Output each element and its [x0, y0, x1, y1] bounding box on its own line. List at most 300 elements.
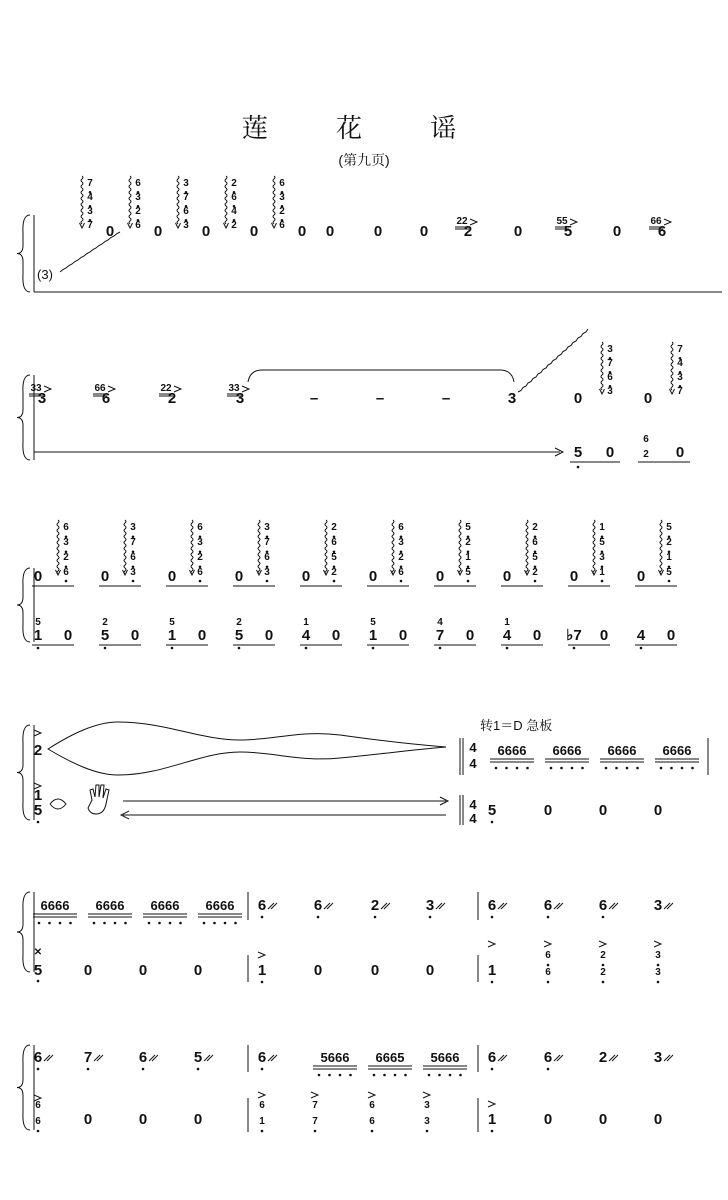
rest: 0 — [138, 962, 148, 979]
tremolo-stroke — [664, 903, 670, 909]
lh-note: 1 — [33, 627, 43, 644]
octave-dot — [339, 1074, 342, 1077]
arpeggio-wave — [459, 520, 461, 526]
octave-dot — [37, 980, 40, 983]
chord-note: 5 — [532, 552, 538, 563]
arpeggio-wave — [601, 348, 603, 354]
arpeggio-wave — [526, 556, 528, 562]
rest: 0 — [105, 223, 115, 240]
accent-mark — [488, 1101, 495, 1107]
octave-dot — [438, 1074, 441, 1077]
octave-dot — [516, 767, 519, 770]
octave-dot — [318, 1074, 321, 1077]
chord-note: 3 — [63, 537, 69, 548]
rest: 0 — [612, 223, 622, 240]
lh-note: 2 — [643, 449, 649, 460]
arpeggio-wave — [660, 538, 662, 544]
arpeggio-wave — [593, 550, 595, 556]
rest: 0 — [605, 444, 615, 461]
arpeggio-wave — [225, 212, 227, 218]
score-title: 莲 花 谣 — [241, 114, 487, 144]
rest: 0 — [331, 627, 341, 644]
rh-note: 6 — [33, 1049, 43, 1066]
chord-note: 3 — [677, 372, 683, 383]
arpeggio-wave — [225, 188, 227, 194]
rest: 0 — [83, 1111, 93, 1128]
tremolo-stroke — [667, 1055, 673, 1061]
arpeggio-wave — [459, 526, 461, 532]
arpeggio-wave — [57, 526, 59, 532]
tremolo-stroke — [152, 1055, 158, 1061]
rest: 0 — [100, 568, 110, 585]
octave-dot — [349, 1074, 352, 1077]
octave-dot — [103, 922, 106, 925]
octave-dot — [328, 1074, 331, 1077]
main-note: 5 — [563, 223, 573, 240]
arpeggio-wave — [392, 556, 394, 562]
tremolo-stroke — [501, 903, 507, 909]
arpeggio-wave — [124, 532, 126, 538]
arpeggio-wave — [392, 550, 394, 556]
arpeggio-wave — [593, 526, 595, 532]
rest: 0 — [425, 962, 435, 979]
tremolo-stroke — [554, 1055, 560, 1061]
dash: – — [441, 390, 451, 407]
tremolo-stroke — [268, 1055, 274, 1061]
lh-note: 1 — [504, 617, 510, 628]
octave-dot — [636, 767, 639, 770]
grace-note: 33 — [228, 383, 240, 394]
octave-dot — [526, 767, 529, 770]
chord-note: 6 — [331, 537, 337, 548]
octave-dot — [571, 767, 574, 770]
tremolo-stroke — [501, 1055, 507, 1061]
arpeggio-wave — [81, 200, 83, 206]
octave-dot — [314, 1130, 317, 1133]
arpeggio-wave — [124, 556, 126, 562]
lh-note: 4 — [301, 627, 311, 644]
octave-dot — [37, 1130, 40, 1133]
arpeggio-wave — [660, 556, 662, 562]
time-signature: 4 — [469, 797, 477, 812]
lh-note: 7 — [435, 627, 445, 644]
chord-note: 6 — [130, 552, 136, 563]
arpeggio-wave — [392, 538, 394, 544]
arpeggio-wave — [191, 544, 193, 550]
arpeggio-wave — [81, 194, 83, 200]
tremolo-stroke — [204, 1055, 210, 1061]
chord-note: 3 — [135, 192, 141, 203]
lh-note: 2 — [600, 967, 606, 978]
arpeggio-wave — [392, 532, 394, 538]
octave-dot — [104, 647, 107, 650]
arpeggio-wave — [325, 556, 327, 562]
lh-note: 5 — [370, 617, 376, 628]
arpeggio-wave — [671, 342, 673, 348]
hand-icon — [88, 785, 109, 814]
measure-number: (3) — [37, 267, 53, 282]
rh-note: 6 — [257, 897, 267, 914]
rh-note: 3 — [653, 1049, 663, 1066]
rest: 0 — [532, 627, 542, 644]
octave-dot — [491, 1068, 494, 1071]
rest: 0 — [502, 568, 512, 585]
tremolo-stroke — [44, 1055, 50, 1061]
octave-dot — [670, 767, 673, 770]
arpeggio-wave — [57, 562, 59, 568]
octave-dot — [491, 916, 494, 919]
arpeggio-wave — [57, 538, 59, 544]
arpeggio-wave — [273, 200, 275, 206]
lh-note: 5 — [169, 617, 175, 628]
chord-note: 2 — [398, 552, 404, 563]
tremolo-stroke — [94, 1055, 100, 1061]
arpeggio-wave — [129, 194, 131, 200]
chord-note: 1 — [599, 567, 605, 578]
main-note: 3 — [37, 390, 47, 407]
rh-note-group: 6666 — [205, 898, 235, 913]
octave-dot — [602, 981, 605, 984]
octave-dot-low — [467, 580, 470, 583]
arpeggio-wave — [225, 182, 227, 188]
octave-dot — [657, 981, 660, 984]
system-brace — [17, 568, 30, 642]
arpeggio-wave — [129, 200, 131, 206]
main-note: 3 — [235, 390, 245, 407]
arpeggio-wave — [177, 194, 179, 200]
lh-note: 7 — [312, 1100, 318, 1111]
accent-mark — [311, 1092, 318, 1098]
arpeggio-wave — [273, 188, 275, 194]
chord-note: 3 — [183, 178, 189, 189]
arpeggio-wave — [225, 206, 227, 212]
arpeggio-wave — [660, 550, 662, 556]
octave-dot — [449, 1074, 452, 1077]
lh-note: 3 — [424, 1116, 430, 1127]
octave-dot — [691, 767, 694, 770]
chord-note: 4 — [677, 358, 683, 369]
arpeggio-wave — [601, 372, 603, 378]
dash: – — [375, 390, 385, 407]
octave-dot — [69, 922, 72, 925]
arpeggio-wave — [191, 556, 193, 562]
rest: 0 — [598, 1111, 608, 1128]
lh-note: 1 — [368, 627, 378, 644]
rh-note: 6 — [138, 1049, 148, 1066]
lh-note: 3 — [655, 950, 661, 961]
arpeggio-wave — [671, 354, 673, 360]
chord-note: 2 — [279, 206, 285, 217]
arpeggio-wave — [392, 526, 394, 532]
chord-note: 3 — [607, 386, 613, 397]
rh-note-group: 5666 — [320, 1050, 350, 1065]
system-brace — [17, 725, 30, 820]
lh-note: 5 — [33, 962, 43, 979]
rh-note: 6 — [257, 1049, 267, 1066]
chord-note: 6 — [63, 522, 69, 533]
rest: 0 — [465, 627, 475, 644]
arpeggio-wave — [129, 182, 131, 188]
octave-dot — [505, 767, 508, 770]
octave-dot — [158, 922, 161, 925]
octave-dot — [602, 916, 605, 919]
lh-note: 6 — [369, 1116, 375, 1127]
chord-note: 5 — [666, 522, 672, 533]
chord-note: 7 — [130, 537, 136, 548]
chord-note: 6 — [63, 567, 69, 578]
octave-dot — [547, 964, 550, 967]
lh-note: 5 — [234, 627, 244, 644]
lh-note: 3 — [424, 1100, 430, 1111]
rest: 0 — [643, 390, 653, 407]
lh-note: 6 — [545, 967, 551, 978]
octave-dot — [459, 1074, 462, 1077]
arpeggio-wave — [671, 360, 673, 366]
chord-note: 2 — [465, 537, 471, 548]
page-subtitle: (第九页) — [338, 152, 390, 168]
arpeggio-wave — [526, 526, 528, 532]
rest: 0 — [197, 627, 207, 644]
octave-dot — [124, 922, 127, 925]
accent-mark — [423, 1092, 430, 1098]
octave-dot-low — [266, 580, 269, 583]
arpeggio-wave — [81, 218, 83, 224]
chord-note: 1 — [599, 522, 605, 533]
chord-note: 6 — [183, 206, 189, 217]
octave-dot — [261, 1130, 264, 1133]
dash: – — [309, 390, 319, 407]
octave-dot — [373, 1074, 376, 1077]
arpeggio-wave — [325, 538, 327, 544]
lh-note: 6 — [35, 1100, 41, 1111]
chord-note: 5 — [331, 552, 337, 563]
chord-note: 3 — [87, 206, 93, 217]
rest: 0 — [599, 627, 609, 644]
chord-note: 6 — [279, 178, 285, 189]
lh-note: 3 — [655, 967, 661, 978]
chord-note: 7 — [677, 344, 683, 355]
lh-note: 6 — [259, 1100, 265, 1111]
octave-dot — [37, 1068, 40, 1071]
octave-dot — [37, 821, 40, 824]
arpeggio-wave — [258, 556, 260, 562]
arpeggio-wave — [325, 550, 327, 556]
time-signature: 4 — [469, 811, 477, 826]
octave-dot — [605, 767, 608, 770]
arpeggio-wave — [177, 200, 179, 206]
system-brace — [17, 892, 30, 972]
arpeggio-wave — [225, 194, 227, 200]
rh-note: 6 — [487, 897, 497, 914]
tremolo-stroke — [498, 903, 504, 909]
rest: 0 — [598, 802, 608, 819]
lh-note: 6 — [369, 1100, 375, 1111]
chord-note: 2 — [231, 178, 237, 189]
rh-note: 7 — [83, 1049, 93, 1066]
arpeggio-wave — [81, 182, 83, 188]
rh-note-group: 6666 — [662, 743, 692, 758]
tremolo-stroke — [436, 903, 442, 909]
rest: 0 — [675, 444, 685, 461]
arpeggio-wave — [526, 532, 528, 538]
grace-note: 22 — [160, 383, 172, 394]
rest: 0 — [167, 568, 177, 585]
tremolo-stroke — [612, 1055, 618, 1061]
tremolo-stroke — [609, 1055, 615, 1061]
octave-dot — [169, 922, 172, 925]
time-signature: 4 — [469, 740, 477, 755]
chord-note: 7 — [87, 220, 93, 231]
arpeggio-wave — [129, 212, 131, 218]
rest: 0 — [63, 627, 73, 644]
arpeggio-wave — [81, 176, 83, 182]
octave-dot — [429, 916, 432, 919]
tremolo-stroke — [271, 1055, 277, 1061]
octave-dot — [37, 647, 40, 650]
octave-dot — [581, 767, 584, 770]
chord-note: 3 — [183, 220, 189, 231]
chord-note: 3 — [197, 537, 203, 548]
arpeggio-wave — [601, 354, 603, 360]
rest: 0 — [513, 223, 523, 240]
chord-note: 1 — [666, 552, 672, 563]
rest: 0 — [373, 223, 383, 240]
chord-note: 7 — [677, 386, 683, 397]
tremolo-stroke — [381, 903, 387, 909]
grace-note: 66 — [650, 216, 662, 227]
rest: 0 — [636, 568, 646, 585]
arpeggio-wave — [177, 212, 179, 218]
octave-dot — [142, 1068, 145, 1071]
lh-note: 2 — [236, 617, 242, 628]
rest: 0 — [153, 223, 163, 240]
grace-note: 22 — [456, 216, 468, 227]
octave-dot — [317, 916, 320, 919]
octave-dot-low — [65, 580, 68, 583]
octave-dot — [38, 922, 41, 925]
arpeggio-wave — [671, 384, 673, 390]
arpeggio-wave — [258, 538, 260, 544]
rest: 0 — [33, 568, 43, 585]
arpeggio-wave — [392, 562, 394, 568]
grace-note: 55 — [556, 216, 568, 227]
chord-note: 4 — [231, 206, 237, 217]
lh-note: 5 — [35, 617, 41, 628]
rh-note-group: 6666 — [607, 743, 637, 758]
octave-dot — [238, 647, 241, 650]
chord-note: 6 — [398, 522, 404, 533]
tremolo-stroke — [557, 1055, 563, 1061]
rh-note: 6 — [487, 1049, 497, 1066]
dynamics-shape — [48, 722, 446, 775]
arpeggio-wave — [671, 348, 673, 354]
accent-mark — [488, 941, 495, 947]
arpeggio-wave — [273, 212, 275, 218]
accent-mark — [34, 730, 41, 736]
rest: 0 — [543, 802, 553, 819]
chord-note: 6 — [231, 192, 237, 203]
chord-note: 3 — [279, 192, 285, 203]
rest: 0 — [130, 627, 140, 644]
rest: 0 — [435, 568, 445, 585]
arpeggio-wave — [671, 366, 673, 372]
key-change-marking: 转1＝D 急板 — [480, 718, 553, 733]
lh-note: 1 — [33, 787, 43, 804]
rest: 0 — [370, 962, 380, 979]
octave-dot — [171, 647, 174, 650]
arpeggio-wave — [593, 538, 595, 544]
rest: 0 — [249, 223, 259, 240]
lh-note: 4 — [636, 627, 646, 644]
arpeggio-wave — [593, 520, 595, 526]
rest: 0 — [234, 568, 244, 585]
octave-dot — [547, 981, 550, 984]
arpeggio-wave — [124, 520, 126, 526]
arpeggio-wave — [124, 550, 126, 556]
rest: 0 — [666, 627, 676, 644]
accent-mark — [258, 1092, 265, 1098]
rh-note-group: 6666 — [40, 898, 70, 913]
octave-dot — [547, 1068, 550, 1071]
chord-note: 2 — [63, 552, 69, 563]
arpeggio-wave — [526, 562, 528, 568]
chord-note: 6 — [264, 552, 270, 563]
chord-note: 6 — [532, 537, 538, 548]
octave-dot — [506, 647, 509, 650]
arpeggio-wave — [526, 550, 528, 556]
octave-dot-low — [534, 580, 537, 583]
arpeggio-wave — [459, 550, 461, 556]
rh-note-group: 6666 — [497, 743, 527, 758]
octave-dot — [59, 922, 62, 925]
octave-dot — [372, 647, 375, 650]
lh-note: 6 — [35, 1116, 41, 1127]
chord-note: 2 — [331, 522, 337, 533]
arpeggio-wave — [191, 526, 193, 532]
chord-note: 3 — [398, 537, 404, 548]
arpeggio-wave — [191, 538, 193, 544]
tie-end-note: 3 — [507, 390, 517, 407]
arpeggio-wave — [124, 526, 126, 532]
chord-note: 6 — [135, 178, 141, 189]
lh-note: 7 — [312, 1116, 318, 1127]
octave-dot — [491, 1130, 494, 1133]
octave-dot — [224, 922, 227, 925]
rh-note-group: 6666 — [150, 898, 180, 913]
tremolo-stroke — [149, 1055, 155, 1061]
arpeggio-wave — [191, 520, 193, 526]
octave-dot — [491, 981, 494, 984]
arpeggio-wave — [57, 544, 59, 550]
lh-note: 5 — [100, 627, 110, 644]
arpeggio-wave — [660, 526, 662, 532]
arpeggio-wave — [660, 544, 662, 550]
lh-note: 1 — [257, 962, 267, 979]
grace-note: 33 — [30, 383, 42, 394]
octave-dot — [428, 1074, 431, 1077]
arpeggio-wave — [601, 342, 603, 348]
octave-dot — [491, 821, 494, 824]
tremolo-stroke — [439, 903, 445, 909]
arpeggio-wave — [57, 556, 59, 562]
octave-dot — [577, 466, 580, 469]
tremolo-stroke — [207, 1055, 213, 1061]
lh-note: 5 — [573, 444, 583, 461]
octave-dot — [374, 916, 377, 919]
octave-dot — [114, 922, 117, 925]
chord-note: 4 — [87, 192, 93, 203]
arpeggio-wave — [177, 188, 179, 194]
